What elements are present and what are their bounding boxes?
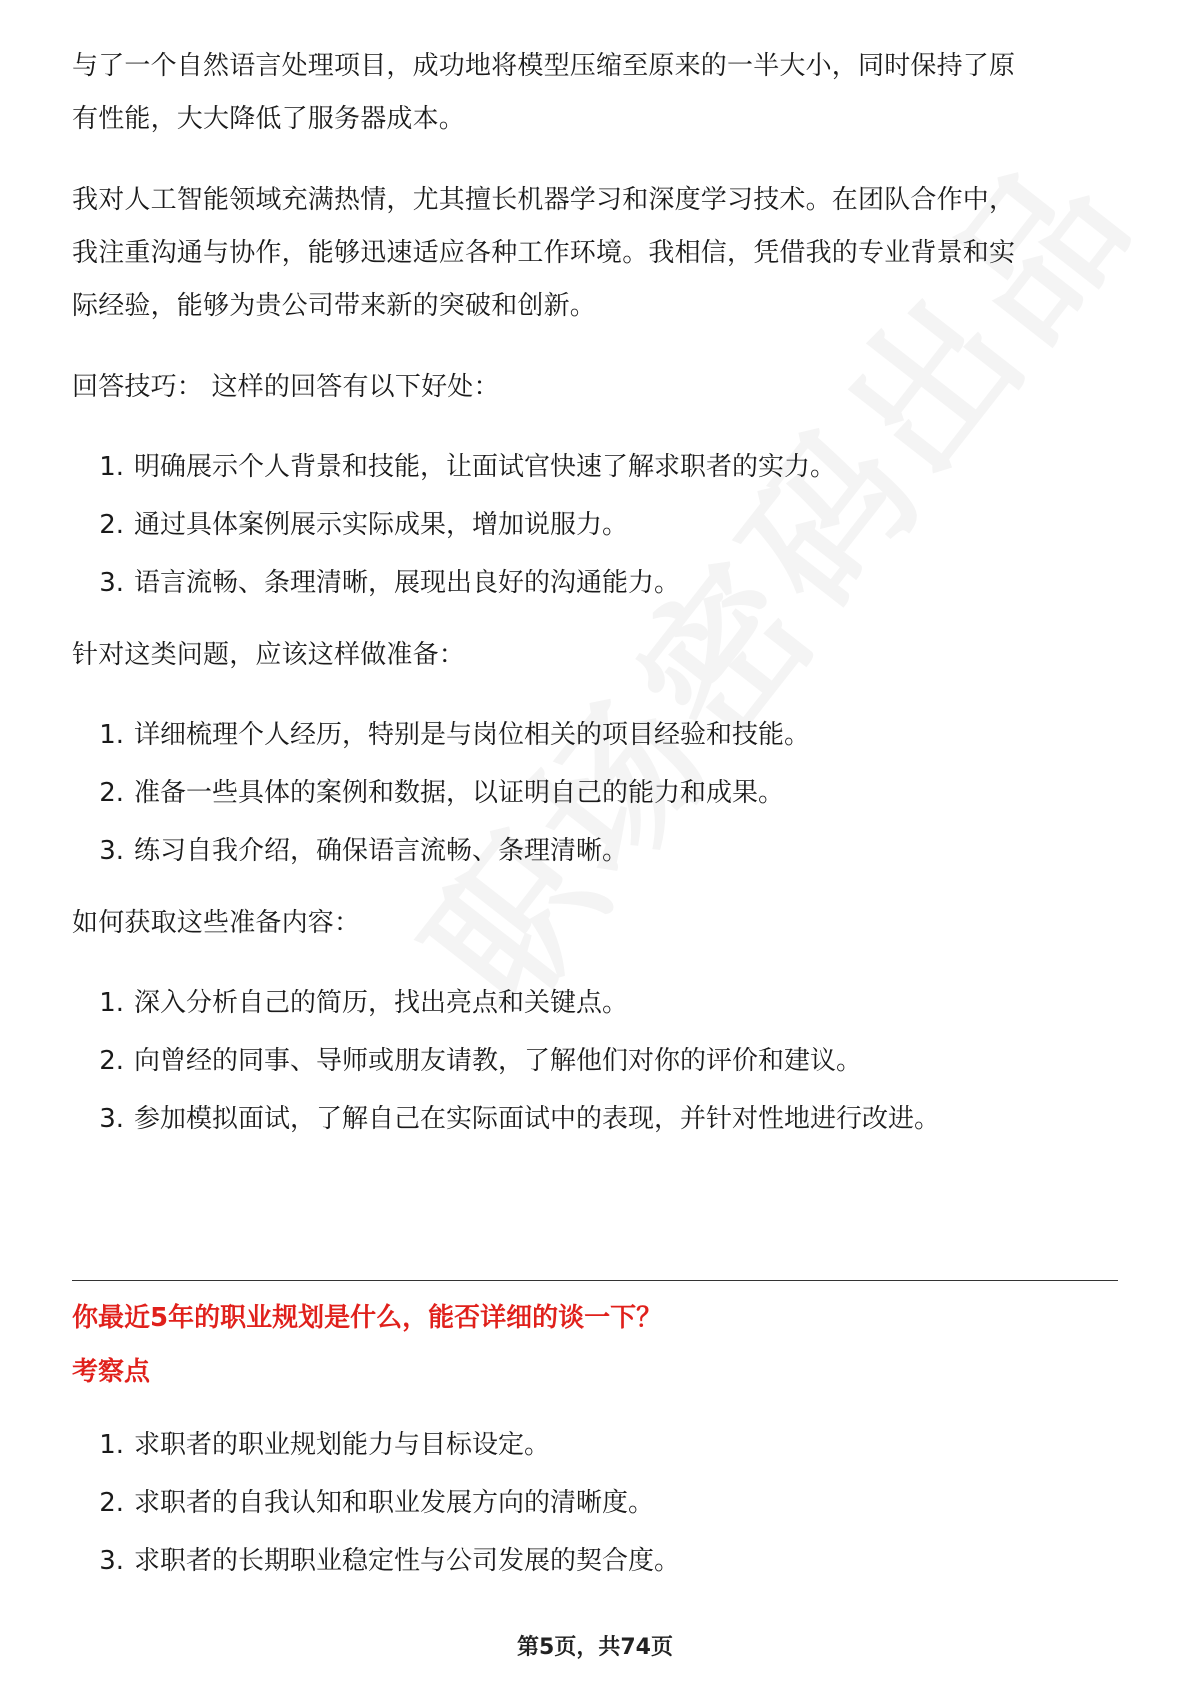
list-item: 3. 参加模拟面试，了解自己在实际面试中的表现，并针对性地进行改进。 [99, 1104, 941, 1134]
document-page [72, 0, 1118, 1684]
list-item: 2. 求职者的自我认知和职业发展方向的清晰度。 [99, 1488, 655, 1518]
paragraph-project-line2: 有性能，大大降低了服务器成本。 [72, 104, 466, 134]
tips-list [72, 438, 1118, 612]
question-title: 你最近5年的职业规划是什么，能否详细的谈一下？ [72, 1303, 663, 1333]
list-item: 2. 通过具体案例展示实际成果，增加说服力。 [99, 510, 629, 540]
list-item: 1. 详细梳理个人经历，特别是与岗位相关的项目经验和技能。 [99, 720, 811, 750]
prep-intro: 针对这类问题，应该这样做准备： [72, 640, 466, 670]
list-item: 1. 求职者的职业规划能力与目标设定。 [99, 1430, 551, 1460]
how-list [72, 974, 1118, 1148]
paragraph-project-line1: 与了一个自然语言处理项目，成功地将模型压缩至原来的一半大小，同时保持了原 [72, 51, 1016, 81]
question-subtitle: 考察点 [72, 1357, 151, 1387]
tips-intro: 回答技巧： 这样的回答有以下好处： [72, 372, 500, 402]
how-intro: 如何获取这些准备内容： [72, 908, 361, 938]
list-item: 1. 明确展示个人背景和技能，让面试官快速了解求职者的实力。 [99, 452, 837, 482]
list-item: 2. 向曾经的同事、导师或朋友请教，了解他们对你的评价和建议。 [99, 1046, 863, 1076]
paragraph-passion-line1: 我对人工智能领域充满热情，尤其擅长机器学习和深度学习技术。在团队合作中， [72, 185, 1016, 215]
prep-list [72, 706, 1118, 880]
list-item: 3. 求职者的长期职业稳定性与公司发展的契合度。 [99, 1546, 681, 1576]
list-item: 3. 语言流畅、条理清晰，展现出良好的沟通能力。 [99, 568, 681, 598]
paragraph-passion-line2: 我注重沟通与协作，能够迅速适应各种工作环境。我相信，凭借我的专业背景和实 [72, 238, 1016, 268]
paragraph-passion-line3: 际经验，能够为贵公司带来新的突破和创新。 [72, 291, 597, 321]
list-item: 3. 练习自我介绍，确保语言流畅、条理清晰。 [99, 836, 629, 866]
section-divider [72, 1280, 1118, 1281]
page-number: 第5页，共74页 [517, 1635, 673, 1660]
list-item: 2. 准备一些具体的案例和数据，以证明自己的能力和成果。 [99, 778, 785, 808]
focus-list [72, 1416, 1118, 1590]
list-item: 1. 深入分析自己的简历，找出亮点和关键点。 [99, 988, 629, 1018]
